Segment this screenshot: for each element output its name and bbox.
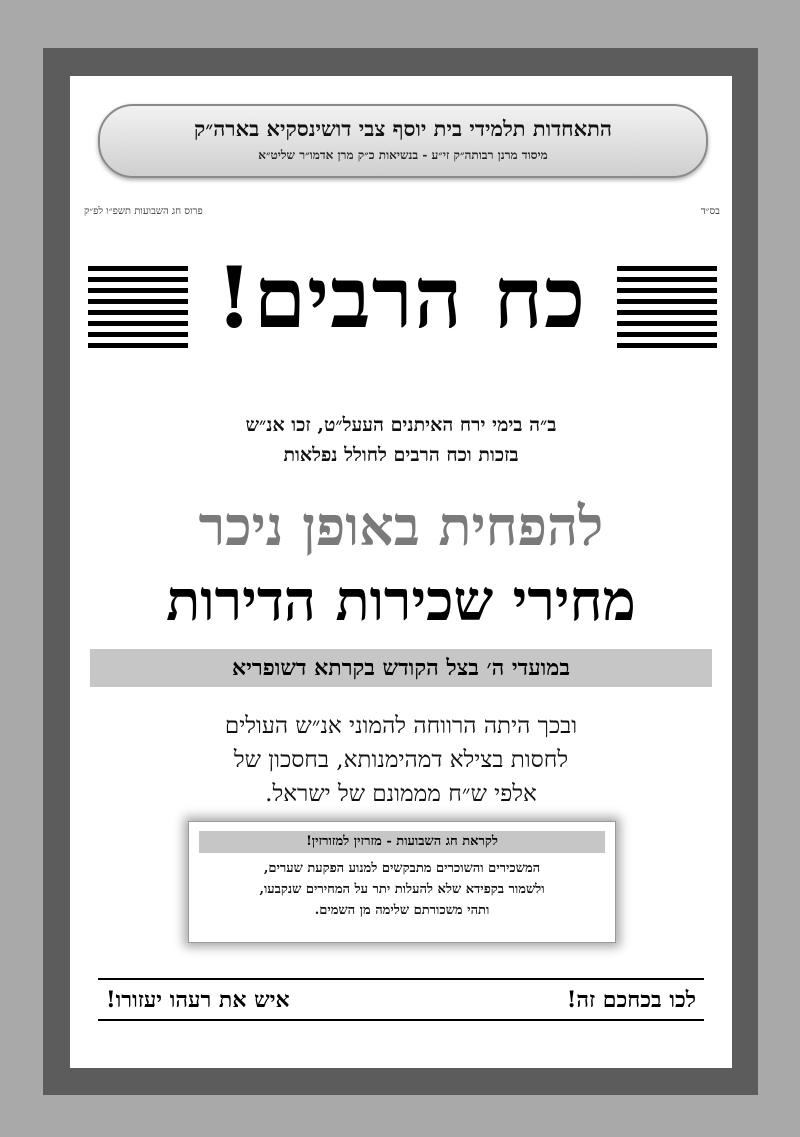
organization-subtitle: מיסוד מרנן רבותה״ק זי״ע - בנשיאות כ״ק מרן אדמו״ר שליט״א <box>258 148 548 162</box>
footer-slogan-right: לכו בכחכם זה! <box>566 987 696 1013</box>
poster-page <box>70 76 732 1068</box>
intro-line-2: בזכות וכח הרבים לחולל נפלאות <box>283 444 519 466</box>
footer-divider-top <box>98 978 704 980</box>
notice-body <box>195 858 609 921</box>
main-title: כח הרבים! <box>215 248 587 347</box>
corner-text-right: בס״ד <box>700 206 720 217</box>
notice-box <box>188 821 616 943</box>
sub-banner: במועדי ה׳ בצל הקודש בקרתא דשופריא <box>90 649 712 687</box>
corner-text-left: פרוס חג השבועות תשפ״ו לפ״ק <box>84 206 203 217</box>
paragraph-line-2: לחסות בצילא דמהימנותא, בחסכון של <box>233 747 569 773</box>
paragraph-line-3: אלפי ש״ח מממונם של ישראל. <box>265 781 537 807</box>
paragraph-line-1: ובכך היתה הרווחה להמוני אנ״ש העולים <box>224 713 578 739</box>
header-banner <box>98 104 708 178</box>
body-paragraph <box>130 709 672 811</box>
intro-text <box>70 410 732 470</box>
notice-heading: לקראת חג השבועות - מזרזין למזורזין! <box>199 831 605 853</box>
intro-line-1: ב״ה בימי ירח האיתנים העעל״ט, זכו אנ״ש <box>245 414 557 436</box>
decorative-stripes-left <box>88 266 188 348</box>
headline-line-1: להפחית באופן ניכר <box>198 494 604 558</box>
organization-title: התאחדות תלמידי בית יוסף צבי דושינסקיא בארה״ק <box>194 116 612 141</box>
notice-line-2: ולשמור בקפידא שלא להעלות יתר על המחירים שנקבעו, <box>259 882 545 897</box>
footer-divider-bottom <box>98 1019 704 1021</box>
notice-line-1: המשכירים והשוכרים מתבקשים למנוע הפקעת שערים, <box>263 861 541 876</box>
notice-line-3: ותהי משכורתם שלימה מן השמים. <box>314 903 490 918</box>
decorative-stripes-right <box>617 266 717 348</box>
headline-line-2: מחירי שכירות הדירות <box>166 568 636 634</box>
footer-slogan-left: איש את רעהו יעזורו! <box>106 987 290 1013</box>
